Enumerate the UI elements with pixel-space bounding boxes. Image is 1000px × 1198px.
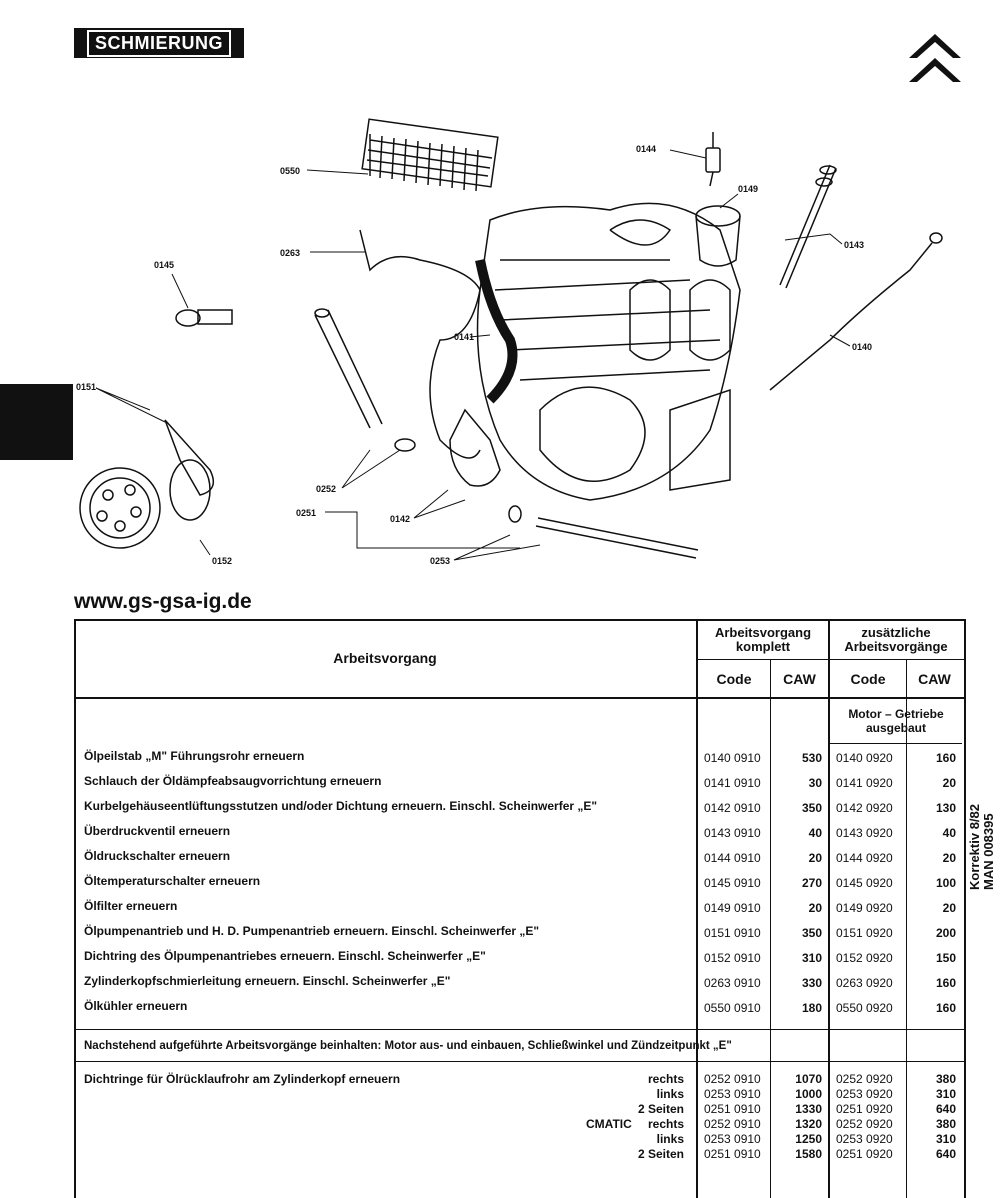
seal-variant-label: 2 Seiten	[637, 1102, 684, 1116]
section-title-badge	[74, 28, 244, 58]
seal-caw-complete: 1330	[795, 1102, 822, 1116]
section-title: SCHMIERUNG	[87, 30, 231, 57]
dipstick-part	[770, 233, 942, 390]
relief-valve-part	[780, 165, 836, 288]
row-code-additional: 0140 0920	[836, 751, 893, 765]
callout-0143: 0143	[844, 240, 865, 250]
row-operation-label: Überdruckventil erneuern	[84, 824, 231, 838]
row-code-complete: 0143 0910	[704, 826, 761, 840]
row-caw-complete: 40	[808, 826, 822, 840]
row-caw-complete: 30	[808, 776, 822, 790]
seal-code-complete: 0253 0910	[704, 1087, 761, 1101]
header-operation: Arbeitsvorgang	[333, 650, 437, 666]
row-operation-label: Kurbelgehäuseentlüftungsstutzen und/oder Dichtung erneuern. Einschl. Scheinwerfer „E"	[84, 799, 598, 813]
seal-code-additional: 0251 0920	[836, 1147, 893, 1161]
seal-code-additional: 0252 0920	[836, 1117, 893, 1131]
header-complete-group: Arbeitsvorgang komplett	[714, 625, 812, 654]
row-caw-additional: 20	[942, 851, 956, 865]
seal-variant-label: links	[656, 1132, 684, 1146]
callout-0140: 0140	[852, 342, 873, 352]
row-code-additional: 0263 0920	[836, 976, 893, 990]
row-code-complete: 0263 0910	[704, 976, 761, 990]
row-operation-label: Ölpeilstab „M" Führungsrohr erneuern	[84, 749, 305, 763]
row-caw-additional: 160	[935, 751, 956, 765]
oil-pressure-switch-part	[706, 132, 720, 186]
seal-caw-complete: 1580	[795, 1147, 822, 1161]
row-code-additional: 0152 0920	[836, 951, 893, 965]
header-code-1: Code	[716, 670, 752, 687]
row-code-complete: 0144 0910	[704, 851, 761, 865]
row-caw-complete: 20	[808, 901, 822, 915]
row-operation-label: Schlauch der Öldämpfeabsaugvorrichtung erneuern	[84, 774, 382, 788]
seal-caw-additional: 640	[935, 1147, 956, 1161]
seal-caw-additional: 380	[935, 1072, 956, 1086]
seal-caw-complete: 1320	[795, 1117, 822, 1131]
row-caw-complete: 350	[801, 801, 822, 815]
side-index-tab	[0, 384, 73, 460]
row-code-additional: 0141 0920	[836, 776, 893, 790]
row-caw-complete: 310	[801, 951, 822, 965]
seal-code-complete: 0253 0910	[704, 1132, 761, 1146]
row-code-additional: 0149 0920	[836, 901, 893, 915]
row-caw-additional: 40	[942, 826, 956, 840]
header-motor-note: Motor – Getriebe ausgebaut	[848, 707, 944, 735]
row-code-additional: 0144 0920	[836, 851, 893, 865]
oil-cooler-part	[362, 119, 498, 191]
oil-temp-switch-part	[176, 310, 232, 326]
row-code-complete: 0550 0910	[704, 1001, 761, 1015]
seal-caw-additional: 310	[935, 1132, 956, 1146]
double-chevron-logo	[905, 30, 965, 90]
callout-0151: 0151	[76, 382, 97, 392]
seal-caw-complete: 1250	[795, 1132, 822, 1146]
row-operation-label: Ölkühler erneuern	[84, 999, 188, 1013]
cmatic-label: CMATIC	[586, 1117, 632, 1131]
row-caw-additional: 20	[942, 776, 956, 790]
oil-return-tube-left-part	[315, 309, 415, 451]
seal-code-complete: 0251 0910	[704, 1147, 761, 1161]
seal-caw-additional: 310	[935, 1087, 956, 1101]
row-caw-additional: 200	[935, 926, 956, 940]
seal-caw-complete: 1070	[795, 1072, 822, 1086]
row-code-additional: 0145 0920	[836, 876, 893, 890]
seal-operation-label: Dichtringe für Ölrücklaufrohr am Zylinderkopf erneuern	[84, 1072, 401, 1086]
callout-0144: 0144	[636, 144, 657, 154]
row-code-complete: 0141 0910	[704, 776, 761, 790]
callout-0253: 0253	[430, 556, 451, 566]
row-caw-complete: 20	[808, 851, 822, 865]
header-code-2: Code	[850, 670, 886, 687]
breather-hose-part	[480, 260, 513, 400]
oil-filter-part	[696, 206, 740, 266]
row-caw-additional: 160	[935, 976, 956, 990]
row-caw-complete: 530	[801, 751, 822, 765]
row-caw-complete: 180	[801, 1001, 822, 1015]
side-note-line-2: MAN 008395	[981, 813, 996, 890]
row-operation-label: Dichtring des Ölpumpenantriebes erneuern. Einschl. Scheinwerfer „E"	[84, 949, 486, 963]
website-label: www.gs-gsa-ig.de	[74, 590, 252, 613]
seal-code-additional: 0253 0920	[836, 1087, 893, 1101]
section-note: Nachstehend aufgeführte Arbeitsvorgänge beinhalten: Motor aus- und einbauen, Schließwinkel und Zündzeitpunkt „E"	[84, 1040, 732, 1052]
seal-code-complete: 0252 0910	[704, 1117, 761, 1131]
seal-code-additional: 0253 0920	[836, 1132, 893, 1146]
seal-caw-additional: 380	[935, 1117, 956, 1131]
seal-variant-label: links	[656, 1087, 684, 1101]
seal-variant-label: 2 Seiten	[637, 1147, 684, 1161]
row-code-complete: 0140 0910	[704, 751, 761, 765]
row-caw-complete: 270	[801, 876, 822, 890]
row-caw-complete: 330	[801, 976, 822, 990]
callout-0252: 0252	[316, 484, 337, 494]
head-lubrication-pipe-part	[360, 230, 480, 458]
work-operations-table	[74, 619, 964, 1198]
row-code-complete: 0142 0910	[704, 801, 761, 815]
callout-0145: 0145	[154, 260, 175, 270]
callout-0141: 0141	[454, 332, 475, 342]
lubrication-parts-diagram	[70, 110, 950, 580]
seal-code-additional: 0251 0920	[836, 1102, 893, 1116]
side-note	[964, 770, 1000, 890]
header-caw-1: CAW	[783, 670, 816, 687]
row-operation-label: Zylinderkopfschmierleitung erneuern. Einschl. Scheinwerfer „E"	[84, 974, 451, 988]
row-caw-complete: 350	[801, 926, 822, 940]
seal-code-complete: 0252 0910	[704, 1072, 761, 1086]
row-caw-additional: 150	[935, 951, 956, 965]
seal-caw-complete: 1000	[795, 1087, 822, 1101]
row-caw-additional: 130	[935, 801, 956, 815]
seal-caw-additional: 640	[935, 1102, 956, 1116]
oil-return-tube-right-part	[509, 506, 698, 558]
row-caw-additional: 100	[935, 876, 956, 890]
callout-0263: 0263	[280, 248, 301, 258]
row-operation-label: Ölfilter erneuern	[84, 899, 178, 913]
callout-0152: 0152	[212, 556, 233, 566]
seal-code-complete: 0251 0910	[704, 1102, 761, 1116]
row-caw-additional: 20	[942, 901, 956, 915]
callout-0251: 0251	[296, 508, 317, 518]
row-code-complete: 0149 0910	[704, 901, 761, 915]
row-code-additional: 0151 0920	[836, 926, 893, 940]
row-caw-additional: 160	[935, 1001, 956, 1015]
header-additional-group: zusätzliche Arbeitsvorgänge	[844, 625, 948, 654]
oil-pump-drive-gear-part	[80, 420, 213, 548]
row-code-complete: 0152 0910	[704, 951, 761, 965]
callout-0142: 0142	[390, 514, 411, 524]
seal-code-additional: 0252 0920	[836, 1072, 893, 1086]
row-operation-label: Öldruckschalter erneuern	[84, 849, 231, 863]
row-code-additional: 0142 0920	[836, 801, 893, 815]
seal-variant-label: rechts	[647, 1117, 684, 1131]
row-code-additional: 0143 0920	[836, 826, 893, 840]
seal-variant-label: rechts	[647, 1072, 684, 1086]
row-operation-label: Ölpumpenantrieb und H. D. Pumpenantrieb erneuern. Einschl. Scheinwerfer „E"	[84, 924, 540, 938]
callout-0149: 0149	[738, 184, 759, 194]
row-code-complete: 0151 0910	[704, 926, 761, 940]
row-code-additional: 0550 0920	[836, 1001, 893, 1015]
row-code-complete: 0145 0910	[704, 876, 761, 890]
callout-0550: 0550	[280, 166, 301, 176]
row-operation-label: Öltemperaturschalter erneuern	[84, 874, 261, 888]
side-note-line-1: Korrektiv 8/82	[967, 804, 982, 890]
header-caw-2: CAW	[918, 670, 951, 687]
